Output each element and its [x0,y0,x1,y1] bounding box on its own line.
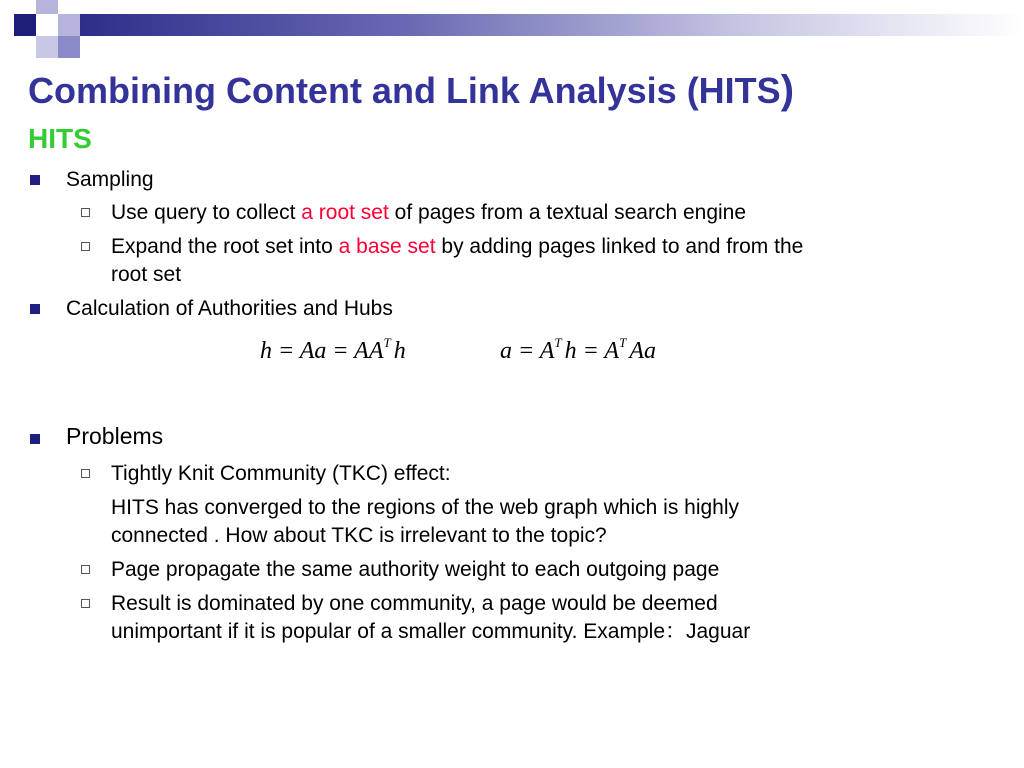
deco-square-dark [58,36,80,58]
bullet-square-icon [30,304,40,314]
slide-subtitle: HITS [28,123,92,154]
problems-item-2: Page propagate the same authority weight to each outgoing page [111,558,720,581]
formula-authority-transpose: T [554,335,562,350]
sampling-item-2-highlight: a base set [338,235,436,258]
formula-hub-transpose: T [383,335,391,350]
formula-hub-part: h [393,338,406,364]
problems-item-1-detail: HITS has converged to the regions of the web graph which is highly [111,496,740,519]
bullet-hollow-square-icon [81,565,90,574]
sampling-item-2-pre: Expand the root set into [111,235,339,258]
slide-title-text: Combining Content and Link Analysis (HITS [28,70,781,111]
sampling-item-2-post: by adding pages linked to and from the [435,235,804,258]
deco-square-light [36,0,58,14]
problems-item-3-continuation: unimportant if it is popular of a smaller community. Example：Jaguar [111,620,751,643]
formula-authority-part: Aa [629,338,656,364]
deco-square-light [58,14,80,36]
problems-item-1-detail: connected . How about TKC is irrelevant to the topic? [111,524,607,547]
sampling-item-1-post: of pages from a textual search engine [388,201,747,224]
sampling-item-1 [111,199,746,226]
sampling-item-1-pre: Use query to collect [111,201,302,224]
problems-item-1: Tightly Knit Community (TKC) effect: [111,462,451,485]
slide-title [28,68,794,113]
bullet-hollow-square-icon [81,242,90,251]
formula-authority [500,326,656,368]
deco-square-mid [14,36,36,58]
formula-authority-transpose: T [619,335,627,350]
formula-authority-part: a = A [500,338,555,364]
problems-item-3: Result is dominated by one community, a page would be deemed [111,592,718,615]
bullet-square-icon [30,434,40,444]
formula-hub [260,326,406,368]
formula-hub-part: h = Aa = AA [260,338,384,364]
slide-title-paren: ) [780,68,795,112]
sampling-item-1-highlight: a root set [301,201,389,224]
sampling-item-2-continuation: root set [111,263,182,286]
bullet-hollow-square-icon [81,469,90,478]
deco-square-dark [14,14,36,36]
bullet-hollow-square-icon [81,599,90,608]
calc-heading: Calculation of Authorities and Hubs [66,297,393,320]
problems-heading: Problems [66,423,164,449]
bullet-hollow-square-icon [81,208,90,217]
formula-authority-part: h = A [564,338,620,364]
deco-square-light [36,36,58,58]
header-gradient-bar [80,14,1024,36]
sampling-heading: Sampling [66,168,154,191]
sampling-item-2 [111,233,803,260]
bullet-square-icon [30,175,40,185]
